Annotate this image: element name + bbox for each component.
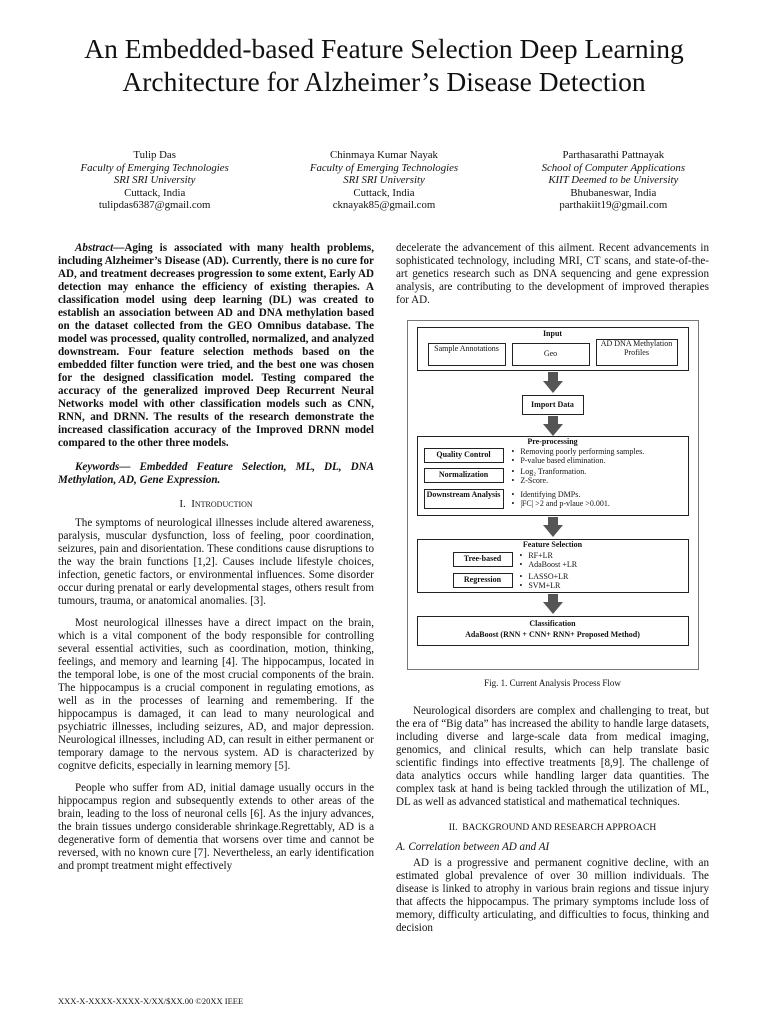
author-email: tulipdas6387@gmail.com <box>98 199 211 212</box>
author-2 <box>269 149 498 212</box>
author-name: Chinmaya Kumar Nayak <box>330 149 438 161</box>
tree-list <box>520 551 640 569</box>
input-label: Input <box>542 329 563 338</box>
classification-label: Classification <box>529 619 576 628</box>
paragraph-4: decelerate the advancement of this ailment. Recent advancements in sophisticated technology, including MRI, CT scans, and state-of-the-art genetics research such as DNA sequencing and gene expression analysis, are contributing to the development of improved therapies for AD. <box>396 242 709 306</box>
abstract-lead: Abstract <box>75 242 114 254</box>
author-location: Cuttack, India <box>353 186 415 199</box>
tree-based-label: Tree-based <box>463 554 502 563</box>
qc-item: • Removing poorly performing samples. <box>512 447 682 456</box>
tree-item: • RF+LR <box>520 551 640 560</box>
regression-item: • LASSO+LR <box>520 572 640 581</box>
author-org: SRI SRI University <box>343 174 425 187</box>
normalization-label: Normalization <box>438 470 489 479</box>
downstream-item: • |FC| >2 and p-vlaue >0.001. <box>512 499 682 508</box>
import-data-label: Import Data <box>531 400 574 409</box>
paragraph-3: People who suffer from AD, initial damage usually occurs in the hippocampus region and subsequently extends to other areas of the brain, leading to the loss of neuronal cells [6]. As the injury advances, the brain tissues undergo considerable shrinkage.Regrettably, AD is a degenerative form of dementia that worsens over time and cannot be reversed, with no known cure [7]. Nevertheless, an early identification and prompt treatment might effectively <box>58 782 374 872</box>
qc-list <box>512 447 682 465</box>
input-box-1-label: Sample Annotations <box>434 344 499 353</box>
flow-arrow <box>543 602 563 614</box>
author-name: Tulip Das <box>133 149 176 161</box>
author-faculty: Faculty of Emerging Technologies <box>309 161 459 174</box>
section-heading-background <box>396 822 709 835</box>
downstream-list <box>512 490 682 508</box>
author-org: SRI SRI University <box>113 174 196 187</box>
abstract <box>58 242 374 450</box>
section-title: BACKGROUND AND RESEARCH APPROACH <box>462 823 657 833</box>
author-name: Parthasarathi Pattnayak <box>562 149 665 161</box>
tree-item: • AdaBoost +LR <box>520 560 640 569</box>
author-email: cknayak85@gmail.com <box>332 199 436 212</box>
regression-label: Regression <box>463 575 502 584</box>
author-email: parthakiit19@gmail.com <box>559 199 668 212</box>
keywords: Keywords— Embedded Feature Selection, ML, DL, DNA Methylation, AD, Gene Expression. <box>58 461 374 486</box>
author-1 <box>40 149 269 212</box>
paragraph-2: Most neurological illnesses have a direct impact on the brain, which is a vital component of the body responsible for controlling several essential activities, such as coordination, motion, thinking, feelings, and memory and learning [4]. The hippocampus, located in the temporal lobe, is one of the most crucial components of the brain. The hippocampus is a crucial component in regulating emotions, as well as in the processes of learning and remembering. If the hippocampus is damaged, it can lead to many neurological and psychiatric illnesses, including seizures, AD, and major depression. Neurological illnesses, including AD, can result in either permanent or temporary damage to the nervous system. AD is characterized by cognitve deficits, especially in learning memory [5]. <box>58 617 374 772</box>
norm-item: • Z-Score. <box>512 476 682 485</box>
regression-list <box>520 572 640 590</box>
section-number: II. <box>448 823 458 833</box>
flow-arrow <box>543 381 563 393</box>
figure-caption: Fig. 1. Current Analysis Process Flow <box>484 678 621 688</box>
quality-control-label: Quality Control <box>436 450 491 459</box>
section-number: I. <box>179 498 186 510</box>
author-faculty: Faculty of Emerging Technologies <box>80 161 229 174</box>
feature-selection-label: Feature Selection <box>522 540 583 549</box>
paragraph-1: The symptoms of neurological illnesses include altered awareness, paralysis, muscular dysfunction, loss of feeling, poor coordination, seizures, pain and disorientation. These conditions cause disruptions to the way the brain functions [1,2]. Causes include lifestyle choices, infection, genetic factors, or environmental influences. Some disorder occur during prenatal or early developmental stages, others result from tumours, trauma, or anatomical anomalies. [3]. <box>58 517 374 607</box>
downstream-label: Downstream Analysis <box>426 490 501 499</box>
section-heading-introduction <box>58 498 374 511</box>
author-location: Bhubaneswar, India <box>570 186 657 199</box>
classification-text: AdaBoost (RNN + CNN+ RNN+ Proposed Method) <box>465 630 640 639</box>
flow-arrow <box>543 525 563 537</box>
paragraph-6: AD is a progressive and permanent cognitive decline, with an estimated global prevalence of over 30 million individuals. The disease is linked to atrophy in various brain regions and tissue injury that affects the hippocampus. The primary symptoms include loss of memory, difficulty articulating, and difficulties to focus, thinking and decision <box>396 857 709 934</box>
author-block <box>40 149 728 212</box>
right-column <box>396 242 709 935</box>
copyright-footer: XXX-X-XXXX-XXXX-X/XX/$XX.00 ©20XX IEEE <box>58 996 244 1006</box>
norm-item: • Log₂ Tranformation. <box>512 467 682 476</box>
norm-list <box>512 467 682 485</box>
qc-item: • P-value based elimination. <box>512 456 682 465</box>
abstract-text: —Aging is associated with many health problems, including Alzheimer’s Disease (AD). Currently, there is no cure for AD, and treatment decreases progression to some extent, Early AD detection may enhance the efficiency of existing therapies. A classification model using deep learning (DL) was created to establish an association between AD and DNA methylation based on the dataset collected from the GEO Omnibus database. The model was processed, quality controlled, normalized, and analyzed downstream. Four feature selection methods based on the embedded filter function were tried, and the best one was chosen for the designed classification model. Testing compared the accuracy of the generalized improved Deep Recurrent Neural Networks model with other classification models such as CNN, RNN, and DRNN. The results of the research demonstrate the increased classification accuracy of the Improved DRNN model compared to the other three models. <box>58 242 374 449</box>
input-box-2-label: Geo <box>543 349 558 358</box>
regression-item: • SVM+LR <box>520 581 640 590</box>
subsection-heading: A. Correlation between AD and AI <box>396 841 550 853</box>
process-flow-figure <box>407 320 699 670</box>
downstream-item: • Identifying DMPs. <box>512 490 682 499</box>
input-box-3-label: AD DNA Methylation Profiles <box>600 339 673 357</box>
author-location: Cuttack, India <box>124 186 186 199</box>
author-faculty: School of Computer Applications <box>541 161 686 174</box>
section-title: Introduction <box>191 498 253 510</box>
author-3 <box>499 149 728 212</box>
paragraph-5: Neurological disorders are complex and challenging to treat, but the era of “Big data” has increased the ability to handle large datasets, including diverse and large-scale data from medical imaging, genomics, and clinical results, which can help translate basic scientific findings into effective treatments [8,9]. The challenge of data analytics occurs while handling larger data quantities. The complex task at hand is being tackled through the utilization of ML, DL as well as advanced statistical and mathematical techniques. <box>396 705 709 808</box>
preprocessing-label: Pre-processing <box>527 437 578 446</box>
paper-title: An Embedded-based Feature Selection Deep Learning Architecture for Alzheimer’s Disease Detection <box>84 33 684 97</box>
flow-arrow <box>543 424 563 436</box>
left-column <box>58 242 374 873</box>
author-org: KIIT Deemed to be University <box>548 174 679 187</box>
